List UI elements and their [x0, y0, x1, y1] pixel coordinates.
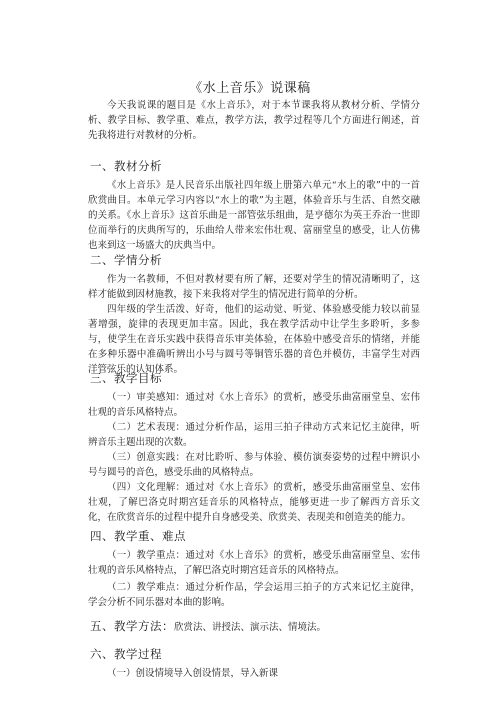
- methods-heading-label: 五、教学方法：: [90, 619, 174, 633]
- section-paragraph: （一）教学重点：通过对《水上音乐》的赏析，感受乐曲富丽堂皇、宏伟壮观的音乐风格特点，了解巴洛克时期宫廷音乐的风格特点。: [88, 550, 420, 576]
- section-paragraph: 作为一名教师，不但对教材要有所了解，还要对学生的情况清晰明了，这样才能做到因材施教，接下来我将对学生的情况进行简单的分析。: [88, 274, 420, 300]
- section-paragraph: 四年级的学生活泼、好奇，他们的运动觉、听觉、体验感受能力较以前显著增强，旋律的表现更加丰富。因此，我在教学活动中让学生多聆听，多参与，使学生在音乐实践中获得音乐审美体验，在体验中感受音乐的情绪，并能在多种乐器中准确听辨出小号与圆号等铜管乐器的音色并模仿，丰富学生对西洋管弦乐的认知体系。: [88, 304, 420, 375]
- section-paragraph: （三）创意实践：在对比聆听、参与体验、模仿演奏姿势的过程中辨识小号与圆号的音色，感受乐曲的风格特点。: [88, 452, 420, 478]
- section-paragraph: （二）艺术表现：通过分析作品，运用三拍子律动方式来记忆主旋律，听辨音乐主题出现的次数。: [88, 422, 420, 448]
- section-heading-textbook-analysis: 一、教材分析: [90, 159, 162, 173]
- intro-paragraph: 今天我说课的题目是《水上音乐》，对于本节课我将从教材分析、学情分析、教学目标、教学重、难点，教学方法，教学过程等几个方面进行阐述，首先我将进行对教材的分析。: [88, 100, 420, 141]
- section-heading-teaching-methods: [90, 618, 420, 636]
- methods-list: 欣赏法、讲授法、演示法、情境法。: [174, 622, 327, 633]
- section-heading-teaching-goals: 三、教学目标: [90, 371, 162, 385]
- section-paragraph: （二）教学难点：通过分析作品，学会运用三拍子的方式来记忆主旋律，学会分析不同乐器对本曲的影响。: [88, 582, 420, 608]
- document-title: 《水上音乐》说课稿: [189, 81, 311, 96]
- section-paragraph: （一）创设情境导入创设情景，导入新课: [107, 668, 279, 679]
- section-paragraph: （一）审美感知：通过对《水上音乐》的赏析，感受乐曲富丽堂皇、宏伟壮观的音乐风格特点。: [88, 392, 420, 418]
- section-heading-teaching-process: 六、教学过程: [90, 647, 162, 661]
- section-heading-student-analysis: 二、学情分析: [90, 253, 162, 267]
- section-paragraph: （四）文化理解：通过对《水上音乐》的赏析，感受乐曲富丽堂皇、宏伟壮观，了解巴洛克时期宫廷音乐的风格特点，能够更进一步了解西方音乐文化，在欣赏音乐的过程中提升自身感受美、欣赏美、表现美和创造美的能力。: [88, 482, 420, 523]
- section-heading-key-points: 四、教学重、难点: [90, 529, 186, 543]
- section-paragraph: 《水上音乐》是人民音乐出版社四年级上册第六单元“水上的歌”中的一首欣赏曲目。本单元学习内容以“水上的歌”为主题，体验音乐与生活、自然交融的关系。《水上音乐》这首乐曲是一部管弦乐组曲，是亨德尔为英王乔治一世即位而举行的庆典所写的，乐曲给人带来宏伟壮观、富丽堂皇的感受，让人仿佛也来到这一场盛大的庆典当中。: [88, 180, 420, 251]
